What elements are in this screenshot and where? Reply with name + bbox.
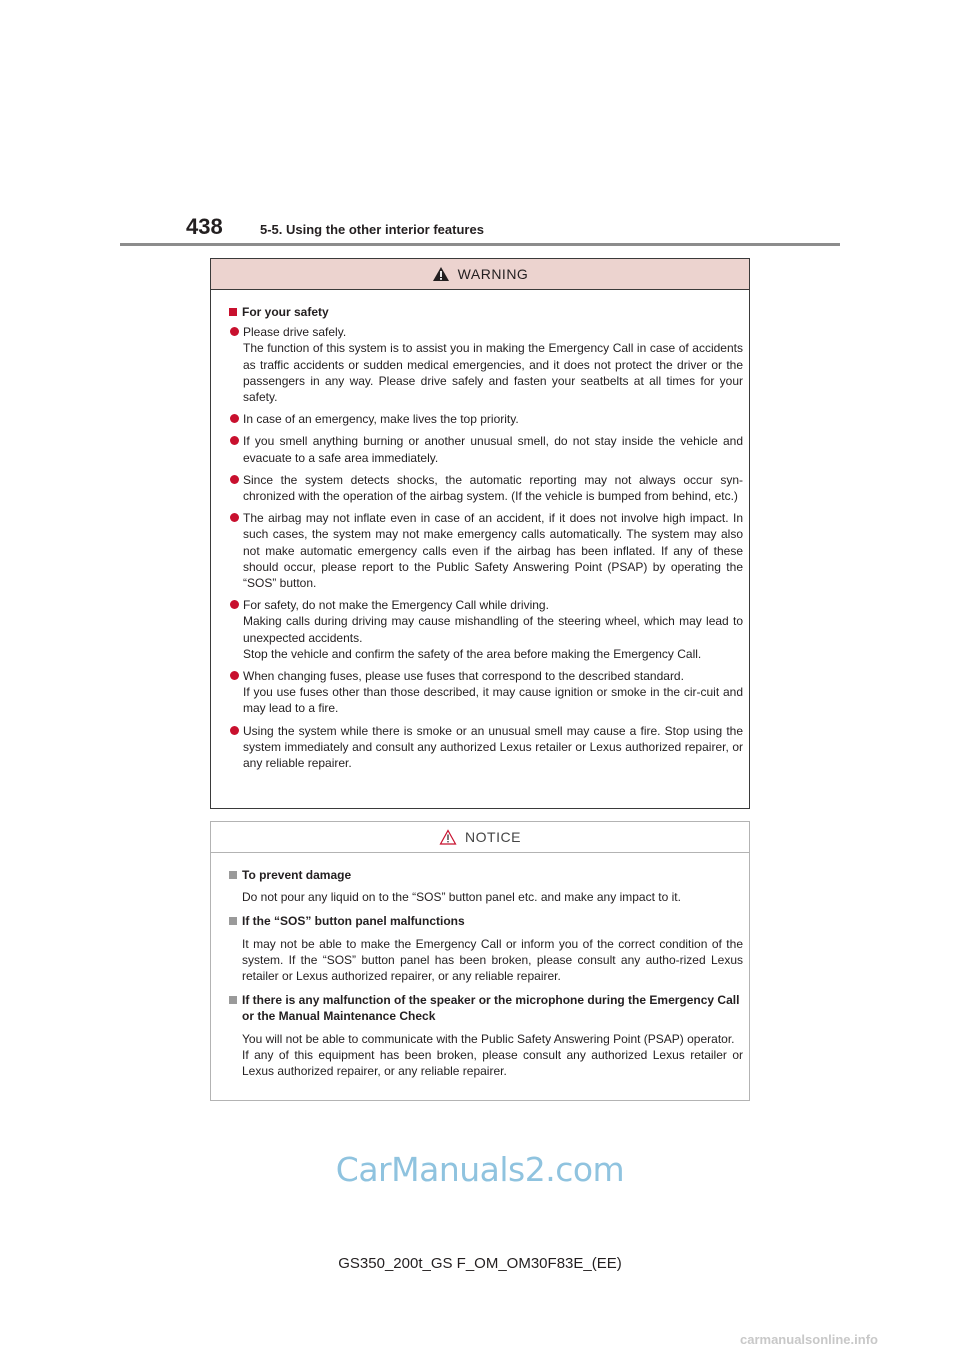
red-bullet-icon — [230, 327, 239, 336]
warning-label: WARNING — [457, 266, 529, 282]
notice-text: If any of this equipment has been broken, please consult any authorized Lexus retailer or Lexus authorized repairer, or any reliable repairer. — [242, 1047, 743, 1079]
warning-item — [229, 411, 743, 427]
warning-header — [211, 259, 749, 290]
warning-item-text: In case of an emergency, make lives the top priority. — [243, 412, 519, 427]
warning-item-text: Stop the vehicle and confirm the safety of the area before making the Emergency Call. — [243, 646, 702, 661]
warning-list — [229, 324, 743, 771]
red-bullet-icon — [230, 414, 239, 423]
warning-box — [210, 258, 750, 809]
warning-item-text: If you use fuses other than those described, it may cause ignition or smoke in the cir-cuit and may lead to a fire. — [243, 685, 743, 716]
notice-heading: To prevent damage — [229, 867, 743, 883]
warning-body — [211, 290, 749, 771]
warning-item-text: Since the system detects shocks, the automatic reporting may not always occur syn-chronized with the operation of the airbag system. (If the vehicle is bumped from behind, etc.) — [243, 472, 743, 504]
warning-subheading: For your safety — [229, 304, 743, 320]
red-square-marker-icon — [229, 308, 237, 316]
watermark-carmanualsonline: carmanualsonline.info — [740, 1332, 878, 1347]
gray-square-marker-icon — [229, 996, 237, 1004]
warning-item-text: Using the system while there is smoke or an unusual smell may cause a fire. Stop using the system immediately and consult any authorized Lexus retailer or Lexus authorized repairer, or any reliable repairer. — [243, 723, 743, 771]
notice-box — [210, 821, 750, 1101]
gray-square-marker-icon — [229, 917, 237, 925]
red-bullet-icon — [230, 671, 239, 680]
warning-item — [229, 668, 743, 717]
page-header — [0, 0, 960, 250]
red-bullet-icon — [230, 726, 239, 735]
gray-square-marker-icon — [229, 871, 237, 879]
warning-item-text: Please drive safely. — [243, 325, 347, 340]
notice-section — [229, 913, 743, 984]
warning-item-text: When changing fuses, please use fuses that correspond to the described standard. — [243, 669, 684, 684]
notice-label: NOTICE — [465, 829, 521, 845]
notice-heading: If the “SOS” button panel malfunctions — [229, 913, 743, 929]
page-number: 438 — [186, 214, 223, 239]
warning-item-text: If you smell anything burning or another unusual smell, do not stay inside the vehicle and evacuate to a safe area immediately. — [243, 434, 743, 465]
notice-text: You will not be able to communicate with the Public Safety Answering Point (PSAP) operator. — [242, 1031, 735, 1046]
notice-section — [229, 992, 743, 1079]
notice-heading: If there is any malfunction of the speaker or the microphone during the Emergency Call or the Manual Maintenance Check — [229, 992, 743, 1024]
warning-item — [229, 433, 743, 465]
warning-item — [229, 510, 743, 591]
notice-section — [229, 867, 743, 905]
notice-body — [211, 853, 749, 1079]
notice-text: It may not be able to make the Emergency Call or inform you of the correct condition of the system. If the “SOS” button panel has been broken, please consult any autho-rized Lexus retailer or Lexus authorized repairer, or any reliable repairer. — [242, 936, 743, 984]
warning-item — [229, 472, 743, 504]
red-bullet-icon — [230, 513, 239, 522]
notice-text: Do not pour any liquid on to the “SOS” button panel etc. and make any impact to it. — [242, 890, 681, 905]
warning-item-text: For safety, do not make the Emergency Call while driving. — [243, 598, 549, 613]
warning-item-text: The function of this system is to assist you in making the Emergency Call in case of accidents as traffic accidents or sudden medical emergencies, and it does not protect the driver or the passengers in any way. Please drive safely and fasten your seatbelts at all times for your safety. — [243, 341, 743, 405]
red-bullet-icon — [230, 600, 239, 609]
notice-triangle-icon — [439, 829, 457, 845]
red-bullet-icon — [230, 475, 239, 484]
warning-triangle-icon — [432, 266, 450, 282]
watermark-carmanuals2: CarManuals2.com — [335, 1150, 625, 1189]
red-bullet-icon — [230, 436, 239, 445]
notice-header — [211, 822, 749, 853]
warning-item — [229, 723, 743, 772]
document-code: GS350_200t_GS F_OM_OM30F83E_(EE) — [338, 1255, 622, 1272]
warning-item — [229, 597, 743, 662]
header-divider — [120, 243, 840, 246]
warning-item-text: Making calls during driving may cause mishandling of the steering wheel, which may lead to unexpected accidents. — [243, 614, 743, 645]
warning-item — [229, 324, 743, 405]
section-title: 5-5. Using the other interior features — [260, 222, 484, 237]
warning-item-text: The airbag may not inflate even in case of an accident, if it does not involve high impact. In such cases, the system may not make emergency calls automatically. The system may also not make automatic emergency calls even if the airbag has been inflated. If any of these should occur, please report to the Public Safety Answering Point (PSAP) by operating the “SOS” button. — [243, 511, 743, 591]
